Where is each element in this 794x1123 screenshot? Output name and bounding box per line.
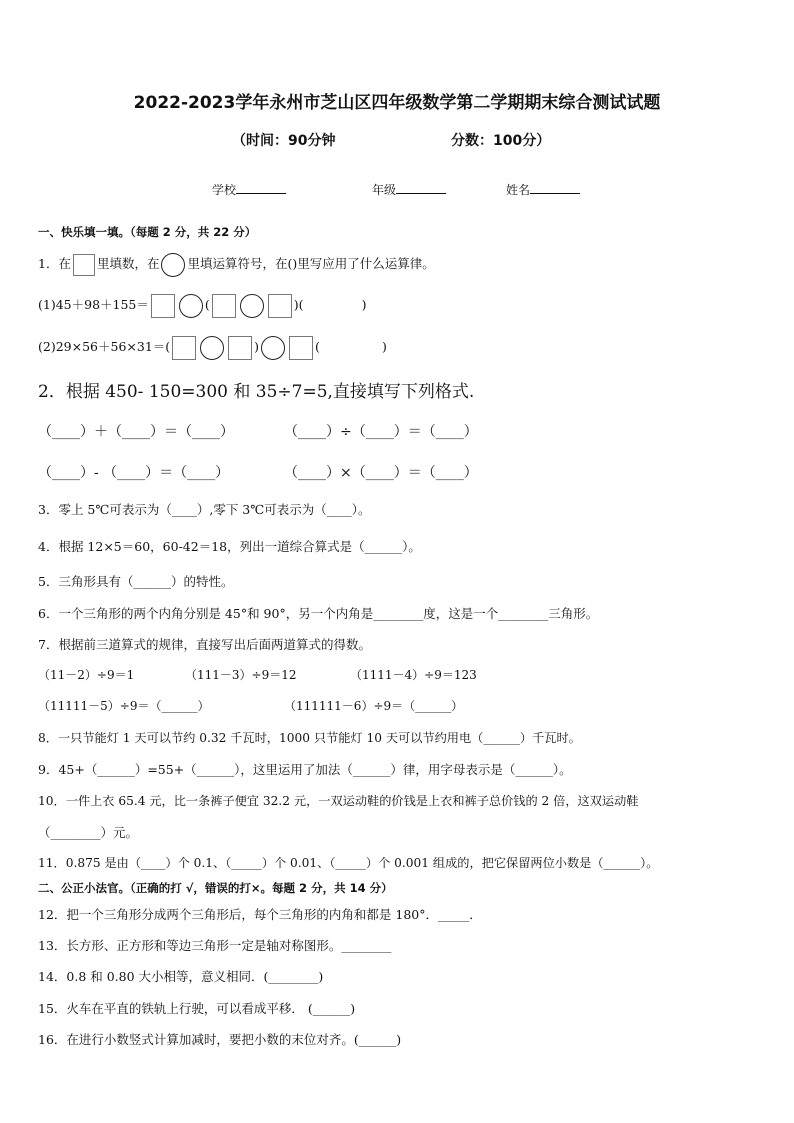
question-3: 3．零上 5℃可表示为（____）,零下 3℃可表示为（____）。: [38, 502, 371, 517]
name-field[interactable]: [506, 181, 580, 198]
q1-example-circle: [161, 253, 185, 277]
paren-close: ): [254, 339, 260, 354]
q1-text-b: 里填数，在: [96, 256, 160, 271]
exam-score: 分数：100分）: [451, 133, 551, 149]
law-paren-open: (: [298, 297, 304, 312]
q7-equation-4[interactable]: （11111－5）÷9＝（______）: [38, 699, 210, 713]
question-10-line-2: （________）元。: [38, 825, 139, 840]
q1-text-c: 里填运算符号，在(: [187, 256, 293, 271]
q7-equation-5[interactable]: （111111－6）÷9＝（______）: [284, 699, 464, 713]
q7-equation-3: （1111－4）÷9＝123: [350, 668, 477, 682]
name-blank[interactable]: [530, 181, 580, 194]
question-11: 11．0.875 是由（____）个 0.1、（_____）个 0.01、（_____）个 0.001 组成的，把它保留两位小数是（______）。: [38, 856, 659, 870]
answer-box[interactable]: [268, 294, 292, 318]
question-13: 13．长方形、正方形和等边三角形一定是轴对称图形。________: [38, 938, 392, 953]
grade-blank[interactable]: [396, 181, 446, 194]
question-6: 6．一个三角形的两个内角分别是 45°和 90°，另一个内角是________度，这是一个________三角形。: [38, 606, 599, 621]
school-label: 学校: [212, 183, 237, 197]
question-1-part-1: [38, 292, 366, 318]
operator-circle[interactable]: [179, 294, 203, 318]
answer-box[interactable]: [212, 294, 236, 318]
grade-field[interactable]: [372, 181, 446, 198]
paren-open: (: [204, 297, 210, 312]
operator-circle[interactable]: [200, 336, 224, 360]
q1-text-d: )里写应用了什么运算律。: [292, 256, 435, 271]
section-2-heading: 二、公正小法官。（正确的打 √，错误的打×。每题 2 分，共 14 分）: [38, 881, 393, 895]
page-title: 2022-2023学年永州市芝山区四年级数学第二学期期末综合测试试题: [133, 93, 661, 113]
q1-part1-expression: (1)45＋98＋155＝: [38, 297, 149, 312]
question-9: 9．45+（______）=55+（______），这里运用了加法（______）律，用字母表示是（______）。: [38, 762, 572, 777]
paren-close: ): [293, 297, 299, 312]
question-15: 15．火车在平直的铁轨上行驶，可以看成平移． (______): [38, 1001, 356, 1016]
question-1: [38, 252, 435, 277]
question-1-part-2: [38, 334, 387, 360]
question-2: 2．根据 450- 150=300 和 35÷7=5,直接填写下列格式.: [38, 382, 475, 402]
law-paren-open: (: [315, 339, 320, 354]
q1-text-a: 1．在: [38, 256, 71, 271]
question-12: 12．把一个三角形分成两个三角形后，每个三角形的内角和都是 180°．_____．: [38, 907, 482, 922]
operator-circle[interactable]: [261, 336, 285, 360]
q7-equation-1: （11－2）÷9＝1: [38, 668, 135, 682]
q2-row1-left[interactable]: （____）＋（____）＝（____）: [38, 424, 234, 440]
answer-box[interactable]: [228, 336, 252, 360]
answer-box[interactable]: [172, 336, 196, 360]
school-blank[interactable]: [236, 181, 286, 194]
answer-box[interactable]: [151, 294, 175, 318]
answer-box[interactable]: [289, 336, 313, 360]
q2-row2-right[interactable]: （____）×（____）＝（____）: [284, 465, 478, 481]
q2-row2-left[interactable]: （____）- （____）＝（____）: [38, 465, 230, 481]
exam-time: （时间：90分钟: [232, 133, 336, 149]
question-8: 8．一只节能灯 1 天可以节约 0.32 千瓦时，1000 只节能灯 10 天可以节约用电（______）千瓦时。: [38, 731, 581, 745]
school-field[interactable]: [212, 181, 286, 198]
q1-part2-expression: (2)29×56＋56×31＝(: [38, 339, 171, 354]
operator-circle[interactable]: [240, 294, 264, 318]
grade-label: 年级: [372, 183, 397, 197]
question-7: 7．根据前三道算式的规律，直接写出后面两道算式的得数。: [38, 637, 371, 652]
q2-row1-right[interactable]: （____）÷（____）＝（____）: [284, 424, 478, 440]
q1-example-box: [73, 254, 95, 276]
name-label: 姓名: [506, 183, 531, 197]
question-16: 16．在进行小数竖式计算加减时，要把小数的末位对齐。(______): [38, 1032, 402, 1047]
law-paren-close: ): [381, 339, 387, 354]
question-4: 4．根据 12×5＝60，60-42＝18，列出一道综合算式是（______）。: [38, 539, 421, 554]
question-10-line-1: 10．一件上衣 65.4 元，比一条裤子便宜 32.2 元，一双运动鞋的价钱是上衣和裤子总价钱的 2 倍，这双运动鞋: [38, 794, 639, 808]
question-14: 14．0.8 和 0.80 大小相等，意义相同．(________): [38, 969, 324, 984]
law-paren-close: ): [361, 297, 367, 312]
q7-equation-2: （111－3）÷9＝12: [185, 668, 297, 682]
question-5: 5．三角形具有（______）的特性。: [38, 574, 234, 589]
section-1-heading: 一、快乐填一填。（每题 2 分，共 22 分）: [38, 225, 257, 239]
